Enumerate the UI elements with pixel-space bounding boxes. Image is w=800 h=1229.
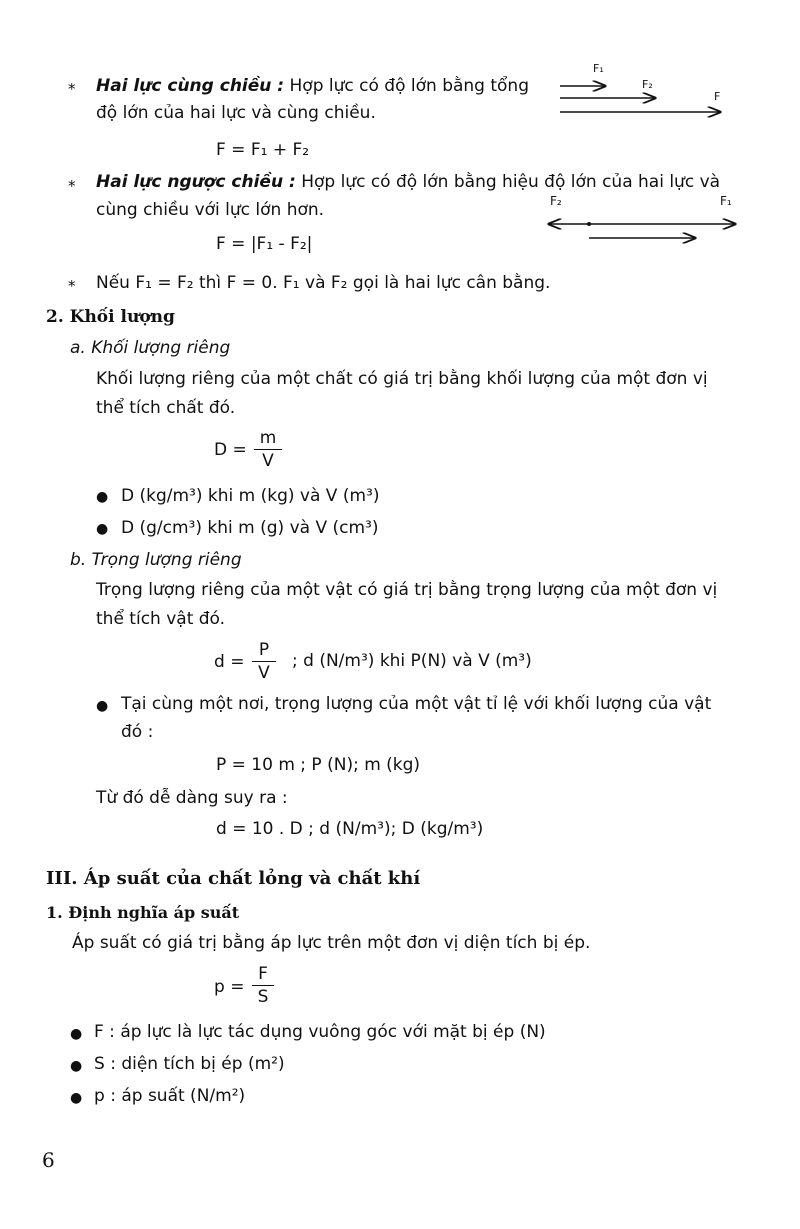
same-direction-text: Hợp lực có độ lớn bằng tổng — [289, 76, 530, 96]
density-numerator: m — [259, 428, 277, 448]
weight-denominator: V — [258, 663, 270, 683]
density-text-line1: Khối lượng riêng của một chất có giá trị bằng khối lượng của một đơn vị — [96, 369, 708, 389]
bullet-dot: ● — [70, 1026, 83, 1042]
weight-bullet-line1: Tại cùng một nơi, trọng lượng của một vật tỉ lệ với khối lượng của vật — [121, 694, 712, 714]
label-f1: F₁ — [720, 194, 732, 208]
bullet-dot: ● — [96, 489, 109, 505]
weight-numerator: P — [258, 640, 270, 660]
pressure-heading: III. Áp suất của chất lỏng và chất khí — [46, 868, 421, 889]
opposite-direction-formula: F = |F₁ - F₂| — [216, 234, 313, 254]
bullet-dot: ● — [96, 698, 109, 714]
opposite-direction-text: Hợp lực có độ lớn bằng hiệu độ lớn của hai lực và — [301, 172, 721, 192]
density-formula-lhs: D = — [214, 440, 247, 460]
page-number: 6 — [42, 1148, 55, 1172]
mass-heading: 2. Khối lượng — [46, 307, 175, 327]
pressure-bullet-area: S : diện tích bị ép (m²) — [94, 1054, 285, 1074]
bullet-star: * — [68, 80, 76, 98]
opposite-direction-line1 — [96, 172, 720, 192]
same-direction-title: Hai lực cùng chiều : — [96, 76, 285, 96]
density-denominator: V — [262, 451, 274, 471]
same-direction-line2: độ lớn của hai lực và cùng chiều. — [96, 103, 376, 123]
weight-text-line1: Trọng lượng riêng của một vật có giá trị bằng trọng lượng của một đơn vị — [96, 580, 718, 600]
weight-title: b. Trọng lượng riêng — [70, 550, 242, 570]
same-direction-line1 — [96, 76, 529, 96]
weight-formula-2: P = 10 m ; P (N); m (kg) — [216, 755, 421, 775]
weight-formula-lhs: d = — [214, 652, 245, 672]
label-f: F — [714, 90, 721, 103]
pressure-definition: Áp suất có giá trị bằng áp lực trên một đơn vị diện tích bị ép. — [72, 933, 591, 953]
bullet-dot: ● — [70, 1090, 83, 1106]
same-direction-formula: F = F₁ + F₂ — [216, 140, 310, 160]
weight-formula-3: d = 10 . D ; d (N/m³); D (kg/m³) — [216, 819, 484, 839]
weight-fraction — [252, 640, 276, 683]
weight-text-line2: thể tích vật đó. — [96, 609, 226, 629]
pressure-numerator: F — [258, 964, 268, 984]
weight-bullet-line2: đó : — [121, 722, 154, 742]
bullet-star: * — [68, 177, 76, 195]
pressure-bullet-force: F : áp lực là lực tác dụng vuông góc với mặt bị ép (N) — [94, 1022, 546, 1042]
weight-formula-note: ; d (N/m³) khi P(N) và V (m³) — [292, 651, 532, 671]
pressure-denominator: S — [257, 987, 269, 1007]
pressure-bullet-pressure: p : áp suất (N/m²) — [94, 1086, 246, 1106]
density-text-line2: thể tích chất đó. — [96, 398, 236, 418]
pressure-subheading: 1. Định nghĩa áp suất — [46, 903, 240, 922]
opposite-direction-title: Hai lực ngược chiều : — [96, 172, 296, 192]
pressure-formula-lhs: p = — [214, 977, 245, 997]
balanced-forces-text: Nếu F₁ = F₂ thì F = 0. F₁ và F₂ gọi là hai lực cân bằng. — [96, 273, 551, 293]
density-bullet-2: D (g/cm³) khi m (g) và V (cm³) — [121, 518, 379, 538]
bullet-star: * — [68, 277, 76, 295]
point-of-application — [587, 222, 591, 226]
opposite-direction-diagram — [545, 210, 745, 250]
label-f1: F₁ — [593, 62, 604, 75]
derive-text: Từ đó dễ dàng suy ra : — [96, 788, 288, 808]
density-title: a. Khối lượng riêng — [70, 338, 231, 358]
density-bullet-1: D (kg/m³) khi m (kg) và V (m³) — [121, 486, 380, 506]
opposite-direction-line2: cùng chiều với lực lớn hơn. — [96, 200, 325, 220]
label-f2: F₂ — [550, 194, 562, 208]
pressure-fraction — [252, 964, 274, 1007]
label-f2: F₂ — [642, 78, 653, 91]
density-fraction — [254, 428, 282, 471]
bullet-dot: ● — [70, 1058, 83, 1074]
bullet-dot: ● — [96, 521, 109, 537]
